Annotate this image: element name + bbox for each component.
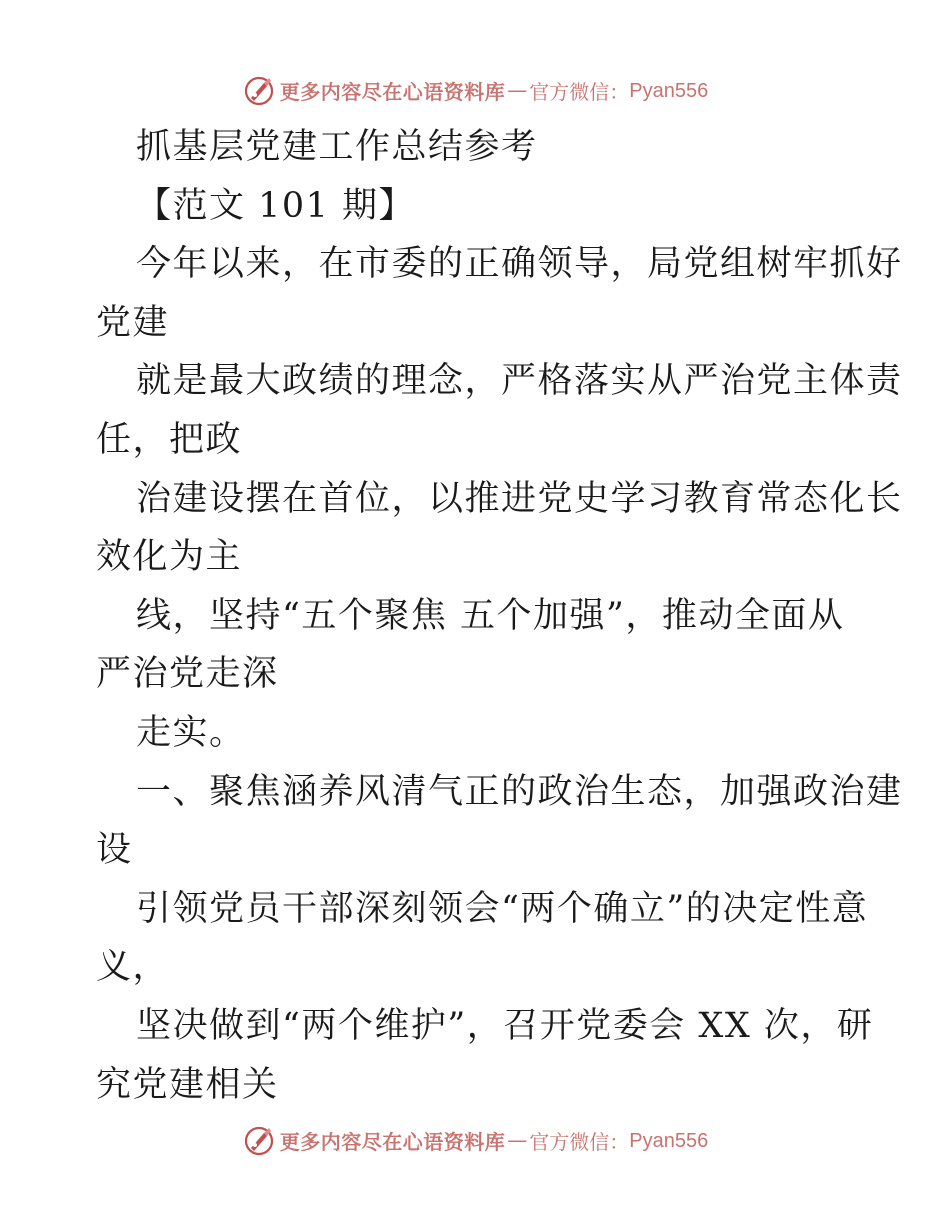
- text-line: 线，坚持“五个聚焦 五个加强”，推动全面从: [136, 595, 845, 636]
- text-line: 治建设摆在首位，以推进党史学习教育常态化长: [136, 478, 903, 519]
- banner-contact-id: Pyan556: [629, 1129, 709, 1152]
- text-line: 任，把政: [96, 419, 243, 460]
- pen-logo-icon: [242, 73, 276, 107]
- text-line: 义，: [96, 947, 170, 988]
- document-body: [96, 118, 903, 1114]
- footer-watermark-banner: [0, 1120, 950, 1160]
- text-line: 党建: [96, 302, 170, 343]
- banner-contact-label: 官方微信：: [529, 79, 630, 104]
- banner-dash: —: [507, 1128, 528, 1152]
- pen-logo-icon: [242, 1123, 276, 1157]
- text-line: 究党建相关: [96, 1064, 279, 1105]
- text-line: 就是最大政绩的理念，严格落实从严治党主体责: [136, 361, 903, 402]
- text-line: 今年以来，在市委的正确领导，局党组树牢抓好: [136, 244, 903, 285]
- header-watermark-banner: [0, 70, 950, 110]
- text-line: 一、聚焦涵养风清气正的政治生态，加强政治建: [136, 771, 903, 812]
- text-line: 引领党员干部深刻领会“两个确立”的决定性意: [136, 888, 869, 929]
- document-title: 抓基层党建工作总结参考: [136, 127, 538, 167]
- text-line: 效化为主: [96, 537, 243, 578]
- text-line: 设: [96, 830, 133, 871]
- banner-contact-label: 官方微信：: [529, 1129, 630, 1154]
- text-line: 严治党走深: [96, 654, 279, 695]
- text-line: 坚决做到“两个维护”，召开党委会 XX 次，研: [136, 1005, 874, 1046]
- banner-dash: —: [507, 78, 528, 102]
- banner-slogan: 更多内容尽在心语资料库: [279, 1129, 506, 1154]
- text-line: 走实。: [136, 712, 246, 753]
- text-line: 【范文 101 期】: [136, 185, 416, 226]
- banner-contact-id: Pyan556: [629, 79, 709, 102]
- banner-slogan: 更多内容尽在心语资料库: [279, 79, 506, 104]
